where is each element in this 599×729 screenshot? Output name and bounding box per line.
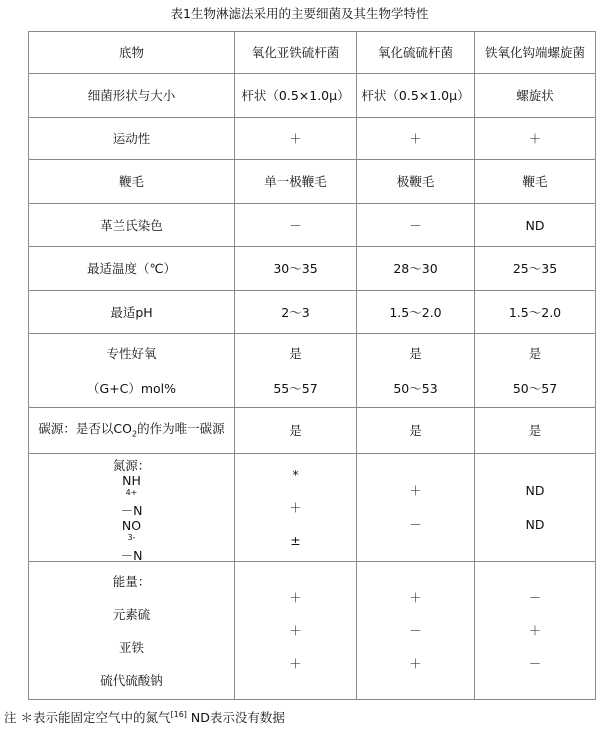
table-row: [29, 160, 596, 204]
row-label: （G+C）mol%: [86, 380, 177, 396]
cell-value: 28～30: [357, 247, 475, 291]
cell-value: ＋: [475, 118, 596, 160]
no3-label-sup: 3-: [127, 532, 136, 542]
cell-value: 极鞭毛: [357, 160, 475, 204]
table-row: [29, 291, 596, 334]
no3-label-post: －N: [120, 547, 143, 563]
cell-value: 螺旋状: [475, 74, 596, 118]
cell-value: 是: [409, 345, 422, 361]
cell-group: [235, 562, 357, 700]
cell-value: 是: [289, 345, 302, 361]
row-label: 硫代硫酸钠: [100, 672, 163, 688]
bacteria-characteristics-table: [28, 31, 596, 700]
header-cell-substrate: 底物: [29, 32, 235, 74]
cell-group: [357, 562, 475, 700]
row-label: 专性好氧: [106, 345, 157, 361]
nh4-label-pre: NH: [122, 472, 141, 488]
cell-value: *: [292, 466, 299, 482]
cell-value: －: [528, 656, 542, 672]
header-row: [29, 32, 596, 74]
cell-value: 1.5～2.0: [357, 291, 475, 334]
cell-value: ＋: [289, 656, 302, 672]
cell-value: ＋: [528, 622, 542, 638]
footnote-reference: [16]: [170, 709, 187, 719]
cell-group: [475, 562, 596, 700]
cell-group: [357, 334, 475, 408]
nh4-label-sup: 4+: [125, 487, 138, 497]
cell-value: ＋: [235, 118, 357, 160]
cell-value: 鞭毛: [475, 160, 596, 204]
row-label: [29, 473, 234, 518]
footnote-text: 注 ＊表示能固定空气中的氮气: [4, 710, 171, 725]
table-row: [29, 118, 596, 160]
cell-value: －: [357, 204, 475, 247]
cell-group: [235, 334, 357, 408]
cell-value: 杆状（0.5×1.0μ）: [357, 74, 475, 118]
cell-value: －: [409, 622, 422, 638]
table-row: [29, 408, 596, 454]
row-label: [29, 518, 234, 563]
cell-value: 50～57: [512, 380, 558, 396]
cell-value: ±: [290, 533, 301, 549]
cell-value: ＋: [409, 589, 422, 605]
table-row: [29, 204, 596, 247]
cell-value: －: [528, 589, 542, 605]
row-label: 鞭毛: [29, 160, 235, 204]
header-cell-thiooxidans: 氧化硫硫杆菌: [357, 32, 475, 74]
cell-group: [475, 334, 596, 408]
header-cell-leptospirillum: 铁氧化钩端螺旋菌: [475, 32, 596, 74]
carbon-label-pre: 碳源：是否以CO: [38, 421, 132, 437]
cell-value: －: [409, 517, 422, 532]
row-label: 最适pH: [29, 291, 235, 334]
row-label: 运动性: [29, 118, 235, 160]
table-row: [29, 334, 596, 408]
row-label-group: [29, 454, 235, 562]
cell-value: ＋: [289, 589, 302, 605]
cell-group: [357, 454, 475, 562]
table-row: [29, 74, 596, 118]
cell-value: ＋: [289, 622, 302, 638]
table-row: [29, 247, 596, 291]
row-label-group: [29, 334, 235, 408]
row-label: 氮源：: [112, 457, 151, 473]
cell-group: [475, 454, 596, 562]
cell-value: 单一极鞭毛: [235, 160, 357, 204]
carbon-label-post: 的作为唯一碳源: [137, 421, 225, 437]
cell-value: ND: [475, 204, 596, 247]
row-label: 元素硫: [112, 606, 151, 622]
cell-value: ＋: [409, 656, 422, 672]
cell-value: 是: [235, 408, 357, 454]
table-row: [29, 454, 596, 562]
table-title: 表1生物淋滤法采用的主要细菌及其生物学特性: [170, 6, 429, 21]
no3-label-pre: NO: [121, 517, 142, 533]
cell-value: 2～3: [235, 291, 357, 334]
row-label: 最适温度（℃）: [29, 247, 235, 291]
carbon-label-sub: 2: [131, 429, 138, 439]
cell-value: 杆状（0.5×1.0μ）: [235, 74, 357, 118]
cell-value: ND: [525, 483, 545, 498]
footnote-text-end: ND表示没有数据: [186, 710, 285, 725]
row-label-group: [29, 562, 235, 700]
header-cell-ferrooxidans: 氧化亚铁硫杆菌: [235, 32, 357, 74]
cell-value: 是: [357, 408, 475, 454]
cell-value: 25～35: [475, 247, 596, 291]
cell-value: ＋: [289, 499, 302, 515]
cell-value: 55～57: [273, 380, 318, 396]
cell-value: 是: [475, 408, 596, 454]
table-footnote: [4, 708, 285, 726]
cell-value: －: [235, 204, 357, 247]
nh4-label-post: －N: [120, 502, 143, 518]
row-label: [29, 408, 235, 454]
cell-value: ＋: [357, 118, 475, 160]
cell-value: ND: [525, 517, 545, 532]
cell-group: [235, 454, 357, 562]
cell-value: 30～35: [235, 247, 357, 291]
cell-value: ＋: [409, 483, 422, 498]
cell-value: 50～53: [393, 380, 438, 396]
row-label: 能量：: [112, 573, 151, 589]
table-row: [29, 562, 596, 700]
cell-value: 1.5～2.0: [475, 291, 596, 334]
row-label: 亚铁: [118, 639, 144, 655]
cell-value: 是: [528, 345, 542, 361]
row-label: 细菌形状与大小: [29, 74, 235, 118]
row-label: 革兰氏染色: [29, 204, 235, 247]
